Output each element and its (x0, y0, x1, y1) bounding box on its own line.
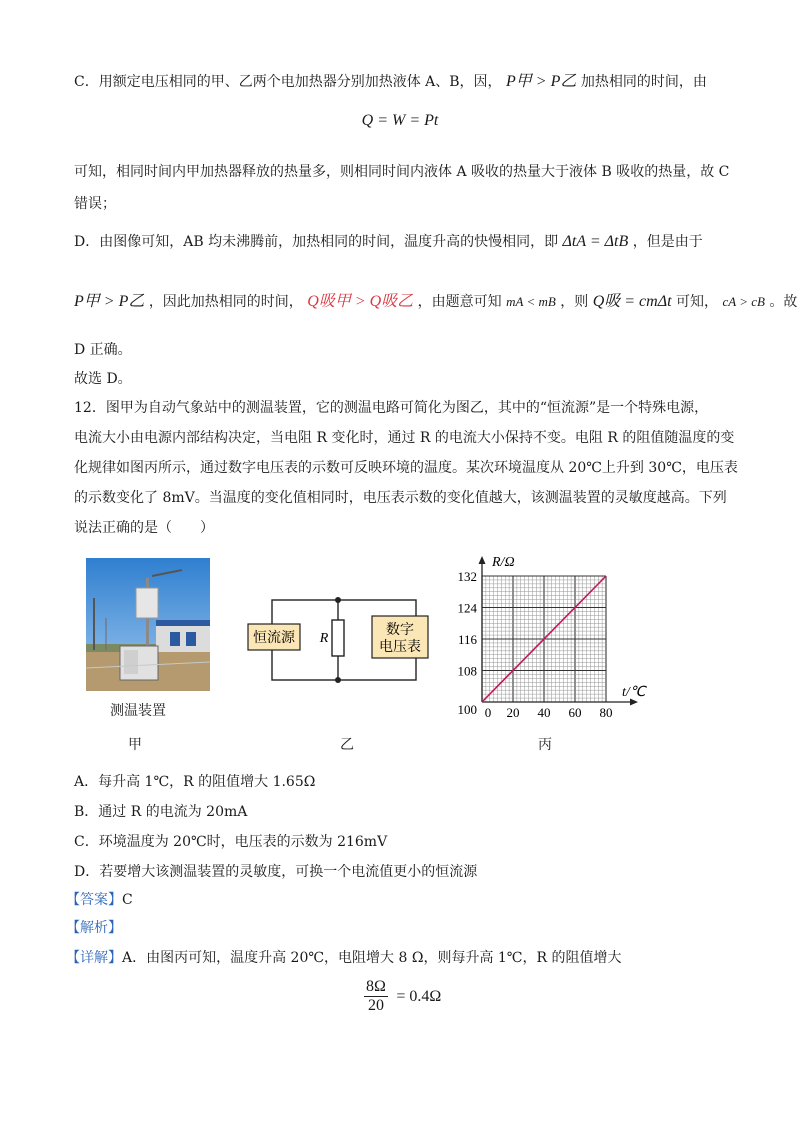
section-d-choose: 故选 D。 (74, 371, 132, 387)
circuit-diagram (240, 590, 440, 690)
figure-label-b: 乙 (340, 737, 354, 753)
delta-t-math: ΔtA = ΔtB (562, 233, 629, 250)
junction-bottom (335, 677, 341, 683)
specific-heat-comparison-math: cA > cB (722, 294, 765, 309)
resistance-temperature-chart (440, 550, 650, 720)
c-text-1: C．用额定电压相同的甲、乙两个电加热器分别加热液体 A、B，因， (74, 74, 502, 90)
power-comparison-math: P甲 > P乙 (506, 73, 577, 90)
section-c-line2: 可知，相同时间内甲加热器释放的热量多，则相同时间内液体 A 吸收的热量大于液体 B 吸收的热量，故 C (74, 164, 730, 180)
option-a: A．每升高 1℃，R 的阻值增大 1.65Ω (74, 774, 316, 790)
detail-tag: 【详解】 (66, 950, 122, 966)
fraction-result (364, 978, 441, 1015)
x-tick-label: 40 (537, 705, 551, 720)
y-tick-label: 124 (457, 600, 477, 616)
answer-tag: 【答案】 (66, 892, 122, 908)
d-text-1: D．由图像可知，AB 均未沸腾前，加热相同的时间，温度升高的快慢相同，即 (74, 234, 559, 250)
junction-top (335, 597, 341, 603)
d-text-5: ，则 (560, 294, 589, 310)
answer-line (66, 890, 133, 910)
detail-line (66, 948, 621, 968)
d-text-7: 。故 (769, 294, 798, 310)
resistor (332, 620, 344, 656)
d-text-4: ，由题意可知 (417, 294, 502, 310)
d-text-3: ，因此加热相同的时间， (148, 294, 303, 310)
d-text-6: 可知， (676, 294, 719, 310)
y-tick-label: 108 (457, 663, 477, 679)
mass-comparison-math: mA < mB (506, 294, 556, 309)
y-tick-label: 116 (457, 632, 477, 647)
x-tick-label: 60 (568, 705, 582, 720)
chart-axes (479, 556, 639, 706)
detail-text: A．由图丙可知，温度升高 20℃，电阻增大 8 Ω，则每升高 1℃，R 的阻值增大 (122, 950, 622, 966)
option-d: D．若要增大该测温装置的灵敏度，可换一个电流值更小的恒流源 (74, 864, 478, 880)
section-c-line3: 错误； (74, 196, 116, 212)
d-text-2: ，但是由于 (632, 234, 703, 250)
analysis-line (66, 918, 122, 938)
analysis-tag: 【解析】 (66, 920, 122, 936)
x-tick-label: 80 (599, 705, 613, 720)
section-c-line1 (74, 72, 707, 92)
heat-absorbed-comparison-handwritten: Q吸甲 > Q吸乙 (307, 293, 414, 310)
resistor-label: R (319, 631, 329, 646)
question12-line1: 12．图甲为自动气象站中的测温装置，它的测温电路可简化为图乙，其中的“恒流源”是一个特殊电源， (74, 400, 709, 416)
figure-label-c: 丙 (538, 737, 552, 753)
photo-caption: 测温装置 (110, 703, 166, 719)
formula-q-w-pt: Q = W = Pt (361, 112, 439, 129)
question12-line3: 化规律如图丙所示，通过数字电压表的示数可反映环境的温度。某次环境温度从 20℃上升到 30℃，电压表 (74, 460, 738, 476)
weather-station-photo (86, 558, 210, 691)
y-tick-label: 132 (457, 569, 477, 584)
x-tick-label: 0 (484, 705, 492, 720)
question12-line2: 电流大小由电源内部结构决定，当电阻 R 变化时，通过 R 的电流大小保持不变。电阻 R 的阻值随温度的变 (74, 430, 735, 446)
power-comparison-math-2: P甲 > P乙 (74, 293, 145, 310)
question12-line5: 说法正确的是（ ） (74, 520, 214, 536)
fraction-result-value: = 0.4Ω (396, 987, 442, 1005)
fraction-denominator: 20 (367, 997, 384, 1014)
c-text-2: 加热相同的时间，由 (580, 74, 707, 90)
answer-value: C (122, 892, 133, 908)
option-c: C．环境温度为 20℃时，电压表的示数为 216mV (74, 834, 388, 850)
question12-line4: 的示数变化了 8mV。当温度的变化值相同时，电压表示数的变化值越大，该测温装置的灵敏度越高。下列 (74, 490, 727, 506)
y-axis-label: R/Ω (492, 555, 515, 570)
x-axis-label: t/℃ (622, 685, 646, 700)
option-b: B．通过 R 的电流为 20mA (74, 804, 248, 820)
section-d-line2 (74, 292, 797, 312)
heat-formula-math: Q吸 = cmΔt (592, 293, 672, 310)
y-tick-label: 100 (457, 702, 477, 717)
x-tick-label: 20 (506, 705, 520, 720)
meter-label-1: 数字 (386, 623, 414, 638)
figure-label-a: 甲 (128, 737, 142, 753)
section-d-line3: D 正确。 (74, 342, 132, 358)
source-label: 恒流源 (253, 631, 295, 646)
meter-label-2: 电压表 (379, 640, 421, 655)
section-d-line1 (74, 232, 703, 252)
fraction-numerator: 8Ω (366, 978, 386, 995)
